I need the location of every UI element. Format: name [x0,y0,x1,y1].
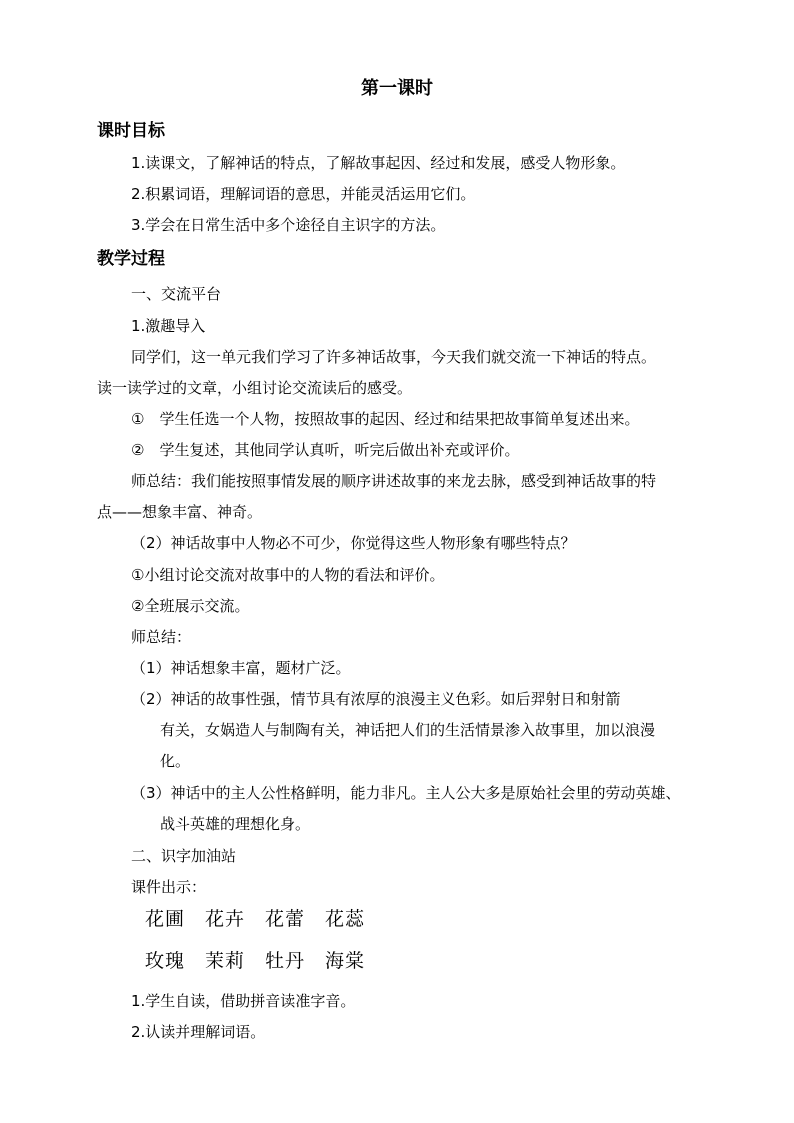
point-3-line-1: （3）神话中的主人公性格鲜明，能力非凡。主人公大多是原始社会里的劳动英雄、 [131,784,681,802]
objective-item-2: 2.积累词语，理解词语的意思，并能灵活运用它们。 [131,185,476,203]
section1-title: 一、交流平台 [131,285,222,303]
summary2: 师总结： [131,628,192,646]
process-heading: 教学过程 [97,249,165,269]
section2-step2: 2.认读并理解词语。 [131,1023,266,1041]
circle-item-1: ① 学生任选一个人物，按照故事的起因、经过和结果把故事简单复述出来。 [131,410,640,428]
word-row-2: 玫瑰 茉莉 牡丹 海棠 [145,950,366,972]
intro-line-1: 同学们，这一单元我们学习了许多神话故事，今天我们就交流一下神话的特点。 [131,348,657,366]
courseware-label: 课件出示： [131,878,207,896]
summary1-line-1: 师总结：我们能按照事情发展的顺序讲述故事的来龙去脉，感受到神话故事的特 [131,472,657,490]
objective-item-3: 3.学会在日常生活中多个途径自主识字的方法。 [131,216,446,234]
page-title: 第一课时 [361,78,433,99]
section1-step1: 1.激趣导入 [131,317,206,335]
word-row-1: 花圃 花卉 花蕾 花蕊 [145,908,366,930]
point-1: （1）神话想象丰富，题材广泛。 [131,659,351,677]
circle-item-2: ② 学生复述，其他同学认真听，听完后做出补充或评价。 [131,441,520,459]
objective-item-1: 1.读课文，了解神话的特点，了解故事起因、经过和发展，感受人物形象。 [131,154,626,172]
intro-line-2: 读一读学过的文章，小组讨论交流读后的感受。 [97,379,413,397]
question-2: （2）神话故事中人物必不可少，你觉得这些人物形象有哪些特点？ [131,534,576,552]
question-2-b: ②全班展示交流。 [131,597,250,615]
point-2-line-3: 化。 [160,752,191,770]
section2-title: 二、识字加油站 [131,847,237,865]
summary1-line-2: 点——想象丰富、神奇。 [97,503,263,521]
objectives-heading: 课时目标 [97,121,165,141]
point-3-line-2: 战斗英雄的理想化身。 [160,815,311,833]
point-2-line-2: 有关，女娲造人与制陶有关，神话把人们的生活情景渗入故事里，加以浪漫 [160,721,656,739]
section2-step1: 1.学生自读，借助拼音读准字音。 [131,992,356,1010]
question-2-a: ①小组讨论交流对故事中的人物的看法和评价。 [131,566,445,584]
point-2-line-1: （2）神话的故事性强，情节具有浓厚的浪漫主义色彩。如后羿射日和射箭 [131,690,621,708]
